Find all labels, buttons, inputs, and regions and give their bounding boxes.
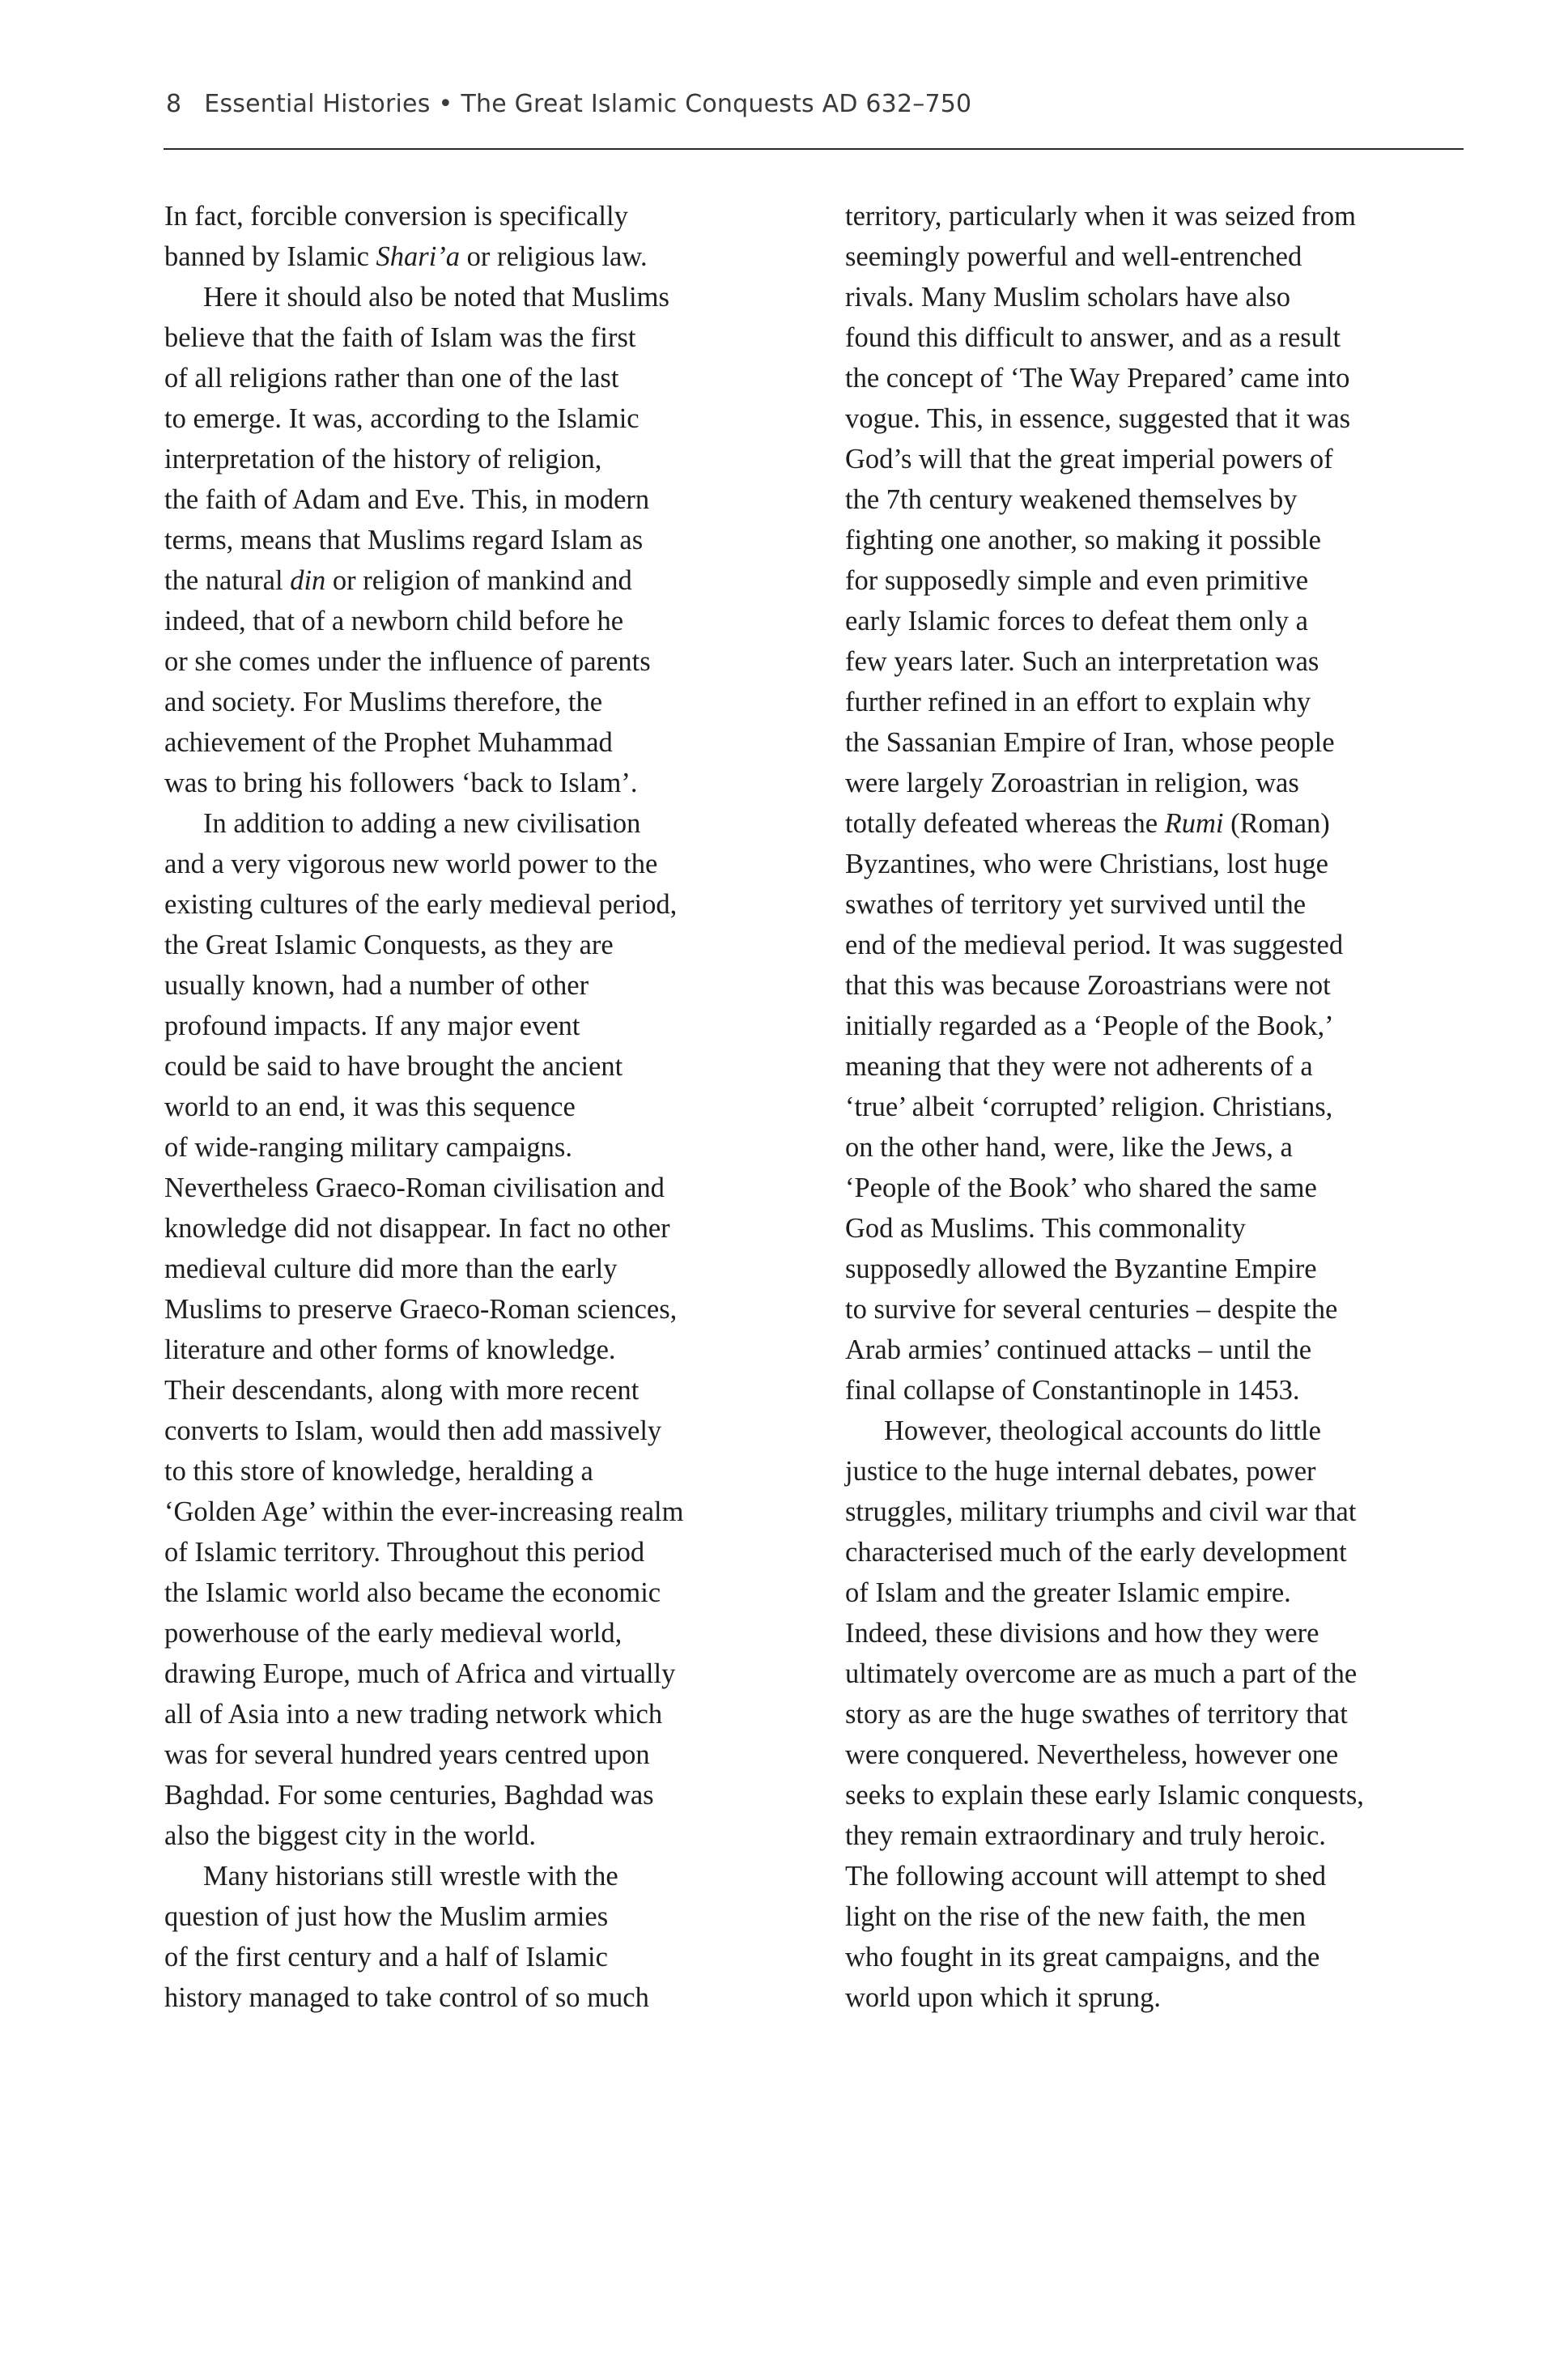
text-line: struggles, military triumphs and civil war that [845,1496,1357,1527]
text-line: to this store of knowledge, heralding a [164,1456,593,1487]
text-line: In fact, forcible conversion is specifically [164,201,628,232]
text-line: ‘People of the Book’ who shared the same [845,1172,1317,1203]
text-line: totally defeated whereas the Rumi (Roman) [845,808,1330,839]
text-line: ‘true’ albeit ‘corrupted’ religion. Christians, [845,1092,1333,1122]
text-line: Baghdad. For some centuries, Baghdad was [164,1780,654,1811]
text-line: the Great Islamic Conquests, as they are [164,930,614,960]
text-line: medieval culture did more than the early [164,1253,618,1284]
text-line: of the first century and a half of Islamic [164,1942,608,1973]
text-line: found this difficult to answer, and as a result [845,322,1341,353]
text-line: God’s will that the great imperial powers of [845,444,1333,475]
text-line: of Islam and the greater Islamic empire. [845,1577,1291,1608]
text-line: characterised much of the early development [845,1537,1347,1568]
text-line: was for several hundred years centred upon [164,1739,650,1770]
series-title: Essential Histories [204,90,431,118]
text-line: the faith of Adam and Eve. This, in modern [164,484,650,515]
text-line: on the other hand, were, like the Jews, a [845,1132,1293,1163]
text-line: of all religions rather than one of the last [164,363,619,394]
text-line: history managed to take control of so much [164,1982,649,2013]
text-line: who fought in its great campaigns, and the [845,1942,1320,1973]
right-column [845,196,1477,2018]
text-line: Their descendants, along with more recent [164,1375,640,1406]
text-line: early Islamic forces to defeat them only a [845,606,1308,636]
text-line: literature and other forms of knowledge. [164,1334,616,1365]
text-line: Many historians still wrestle with the [203,1861,618,1892]
italic-term: din [290,565,326,596]
text-line: all of Asia into a new trading network which [164,1699,663,1730]
text-line: justice to the huge internal debates, power [845,1456,1316,1487]
text-line: end of the medieval period. It was suggested [845,930,1344,960]
text-line: final collapse of Constantinople in 1453. [845,1375,1300,1406]
text-line: for supposedly simple and even primitive [845,565,1309,596]
text-line: Here it should also be noted that Muslims [203,282,669,313]
text-line: the 7th century weakened themselves by [845,484,1298,515]
text-line: Muslims to preserve Graeco-Roman sciences, [164,1294,678,1325]
text-line: the Sassanian Empire of Iran, whose people [845,727,1335,758]
text-line: The following account will attempt to shed [845,1861,1327,1892]
book-title: The Great Islamic Conquests AD 632–750 [461,90,972,118]
text-line: of Islamic territory. Throughout this period [164,1537,645,1568]
italic-term: Rumi [1164,808,1224,839]
text-line: to survive for several centuries – despite the [845,1294,1338,1325]
text-line: Indeed, these divisions and how they were [845,1618,1319,1649]
text-line: or she comes under the influence of parents [164,646,651,677]
text-line: were conquered. Nevertheless, however one [845,1739,1339,1770]
text-line: the concept of ‘The Way Prepared’ came into [845,363,1350,394]
text-line: indeed, that of a newborn child before he [164,606,624,636]
text-line: further refined in an effort to explain why [845,687,1311,717]
text-line: of wide-ranging military campaigns. [164,1132,572,1163]
text-line: story as are the huge swathes of territory that [845,1699,1348,1730]
text-line: initially regarded as a ‘People of the Book,’ [845,1011,1334,1041]
text-line: existing cultures of the early medieval period, [164,889,678,920]
text-line: ultimately overcome are as much a part of the [845,1658,1358,1689]
text-line: interpretation of the history of religion, [164,444,602,475]
text-line: that this was because Zoroastrians were not [845,970,1331,1001]
text-line: question of just how the Muslim armies [164,1901,609,1932]
text-line: believe that the faith of Islam was the first [164,322,636,353]
text-line: fighting one another, so making it possible [845,525,1321,555]
text-line: light on the rise of the new faith, the men [845,1901,1307,1932]
text-line: swathes of territory yet survived until the [845,889,1307,920]
text-line: usually known, had a number of other [164,970,589,1001]
text-line: to emerge. It was, according to the Islamic [164,403,640,434]
text-line: seemingly powerful and well-entrenched [845,241,1302,272]
text-line: rivals. Many Muslim scholars have also [845,282,1290,313]
text-line: seeks to explain these early Islamic conquests, [845,1780,1364,1811]
text-line: the natural din or religion of mankind and [164,565,632,596]
text-line: Byzantines, who were Christians, lost huge [845,849,1328,879]
header-rule [164,148,1464,150]
text-line: Nevertheless Graeco-Roman civilisation and [164,1172,665,1203]
text-line: supposedly allowed the Byzantine Empire [845,1253,1317,1284]
text-line: vogue. This, in essence, suggested that it was [845,403,1351,434]
text-line: could be said to have brought the ancient [164,1051,623,1082]
text-line: meaning that they were not adherents of a [845,1051,1313,1082]
page-number: 8 [166,90,182,118]
text-line: and society. For Muslims therefore, the [164,687,603,717]
text-line: God as Muslims. This commonality [845,1213,1246,1244]
text-line: banned by Islamic Shari’a or religious law. [164,241,648,272]
text-line: In addition to adding a new civilisation [203,808,641,839]
text-line: world upon which it sprung. [845,1982,1162,2013]
text-line: However, theological accounts do little [884,1415,1321,1446]
text-line: and a very vigorous new world power to the [164,849,658,879]
text-line: was to bring his followers ‘back to Islam’. [164,768,638,798]
italic-term: Shari’a [376,241,461,272]
text-line: drawing Europe, much of Africa and virtually [164,1658,676,1689]
text-line: also the biggest city in the world. [164,1820,536,1851]
text-line: converts to Islam, would then add massively [164,1415,662,1446]
running-head [166,90,971,118]
left-column [164,196,796,2018]
text-line: were largely Zoroastrian in religion, was [845,768,1299,798]
text-line: terms, means that Muslims regard Islam as [164,525,644,555]
header-separator: • [438,90,453,118]
text-line: achievement of the Prophet Muhammad [164,727,613,758]
text-line: powerhouse of the early medieval world, [164,1618,623,1649]
text-line: ‘Golden Age’ within the ever-increasing realm [164,1496,684,1527]
text-line: knowledge did not disappear. In fact no other [164,1213,670,1244]
text-line: the Islamic world also became the economic [164,1577,661,1608]
text-line: territory, particularly when it was seized from [845,201,1356,232]
text-line: world to an end, it was this sequence [164,1092,576,1122]
text-line: they remain extraordinary and truly heroic. [845,1820,1326,1851]
text-line: profound impacts. If any major event [164,1011,580,1041]
text-line: Arab armies’ continued attacks – until the [845,1334,1312,1365]
text-line: few years later. Such an interpretation was [845,646,1319,677]
